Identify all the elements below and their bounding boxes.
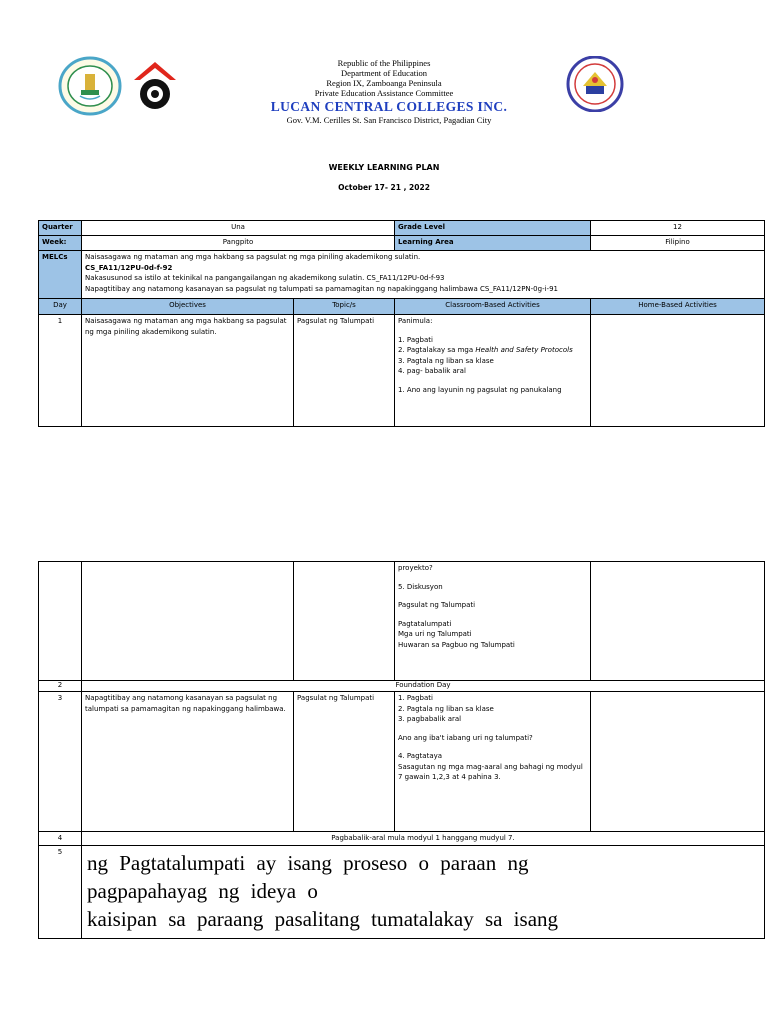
day1-activity-line: Pagtatalumpati (398, 619, 452, 628)
melc-2: Nakasusunod sa istilo at tekinikal na pangangailangan ng akademikong sulatin. CS_FA11/12PU-0d-f-93 (85, 274, 445, 282)
day1-objective: Naisasagawa ng mataman ang mga hakbang sa pagsulat ng mga piniling akademikong sulatin. (82, 315, 294, 427)
school-name: LUCAN CENTRAL COLLEGES INC. (270, 99, 508, 114)
column-header-objectives: Objectives (82, 299, 294, 315)
column-header-classroom-activities: Classroom-Based Activities (395, 299, 591, 315)
day5-text-line: ng Pagtatalumpati ay isang proseso o paraan ng (87, 851, 529, 875)
week-label: Week: (39, 236, 82, 251)
day5-text-line: kaisipan sa paraang pasalitang tumatalakay sa isang (87, 907, 559, 931)
day1-activity-line: 4. pag- babalik aral (398, 367, 466, 375)
melcs-label: MELCs (39, 251, 82, 299)
day1-activity-line: Pagsulat ng Talumpati (398, 601, 476, 609)
day1-activity-line: proyekto? (398, 564, 433, 572)
melc-3: Napagtitibay ang natamong kasanayan sa pagsulat ng talumpati sa pamamagitan ng napakinggang halimbawa CS_FA11/12PN-0g-i-91 (85, 284, 558, 293)
day3-objective: Napagtitibay ang natamong kasanayan sa pagsulat ng talumpati sa pamamagitan ng napakinggang halimbawa. (82, 692, 294, 832)
column-header-day: Day (39, 299, 82, 315)
day1-activity-line: 5. Diskusyon (398, 582, 443, 591)
day1-topic: Pagsulat ng Talumpati (294, 315, 395, 427)
header-department: Department of Education (341, 68, 427, 78)
day3-home-activities (591, 692, 765, 832)
plan-date: October 17- 21 , 2022 (338, 183, 430, 192)
melc-1: Naisasagawa ng mataman ang mga hakbang sa pagsulat ng mga piniling akademikong sulatin. (85, 253, 421, 261)
day1-number: 1 (39, 315, 82, 427)
day1-activities (395, 315, 591, 427)
melcs-content (82, 251, 765, 299)
day3-activity-line: Sasagutan ng mga mag-aaral ang bahagi ng modyul 7 gawain 1,2,3 at 4 pahina 3. (398, 762, 583, 781)
grade-value: 12 (591, 221, 765, 236)
learning-area-label: Learning Area (395, 236, 591, 251)
column-header-topics: Topic/s (294, 299, 395, 315)
document-header (0, 58, 768, 125)
day3-activities (395, 692, 591, 832)
weekly-plan-table-page2 (38, 561, 765, 939)
day5-number: 5 (39, 846, 82, 939)
day1-activities-continued (395, 562, 591, 681)
week-value: Pangpito (82, 236, 395, 251)
day5-text (82, 846, 765, 939)
header-republic: Republic of the Philippines (337, 58, 431, 68)
weekly-plan-table-page1 (38, 220, 765, 427)
school-address: Gov. V.M. Cerilles St. San Francisco District, Pagadian City (286, 115, 492, 125)
day3-activity-line: Ano ang iba't iabang uri ng talumpati? (398, 733, 533, 742)
day2-number: 2 (39, 681, 82, 692)
day1-activity-line: 1. Pagbati (398, 335, 433, 344)
day5-text-line: pagpapahayag ng ideya o (87, 879, 318, 903)
header-region: Region IX, Zamboanga Peninsula (326, 78, 442, 88)
day3-activity-line: 1. Pagbati (398, 694, 433, 702)
day3-activity-line: 3. pagbabalik aral (398, 715, 462, 723)
melc-1-code: CS_FA11/12PU-0d-f-92 (85, 263, 173, 272)
day2-note: Foundation Day (82, 681, 765, 692)
day1-activity-line: 1. Ano ang layunin ng pagsulat ng panukalang (398, 385, 562, 394)
grade-label: Grade Level (395, 221, 591, 236)
day1-activity-line: Mga uri ng Talumpati (398, 630, 472, 638)
day1-activity-line: 3. Pagtala ng liban sa klase (398, 356, 494, 365)
day1-activity-line: Huwaran sa Pagbuo ng Talumpati (398, 640, 515, 649)
day3-number: 3 (39, 692, 82, 832)
day3-activity-line: 2. Pagtala ng liban sa klase (398, 704, 494, 713)
day4-note: Pagbabalik-aral mula modyul 1 hanggang mudyul 7. (82, 832, 765, 846)
day1-activity-line: Panimula: (398, 317, 433, 325)
italic-phrase: Health and Safety Protocols (475, 346, 573, 354)
quarter-value: Una (82, 221, 395, 236)
day1-activity-line: 2. Pagtalakay sa mga Health and Safety Protocols (398, 346, 573, 354)
column-header-home-activities: Home-Based Activities (591, 299, 765, 315)
day1-home-activities (591, 315, 765, 427)
plan-title: WEEKLY LEARNING PLAN (328, 163, 440, 172)
day3-topic: Pagsulat ng Talumpati (294, 692, 395, 832)
day3-activity-line: 4. Pagtataya (398, 752, 443, 760)
learning-area-value: Filipino (591, 236, 765, 251)
header-committee: Private Education Assistance Committee (314, 88, 454, 98)
quarter-label: Quarter (39, 221, 82, 236)
day4-number: 4 (39, 832, 82, 846)
